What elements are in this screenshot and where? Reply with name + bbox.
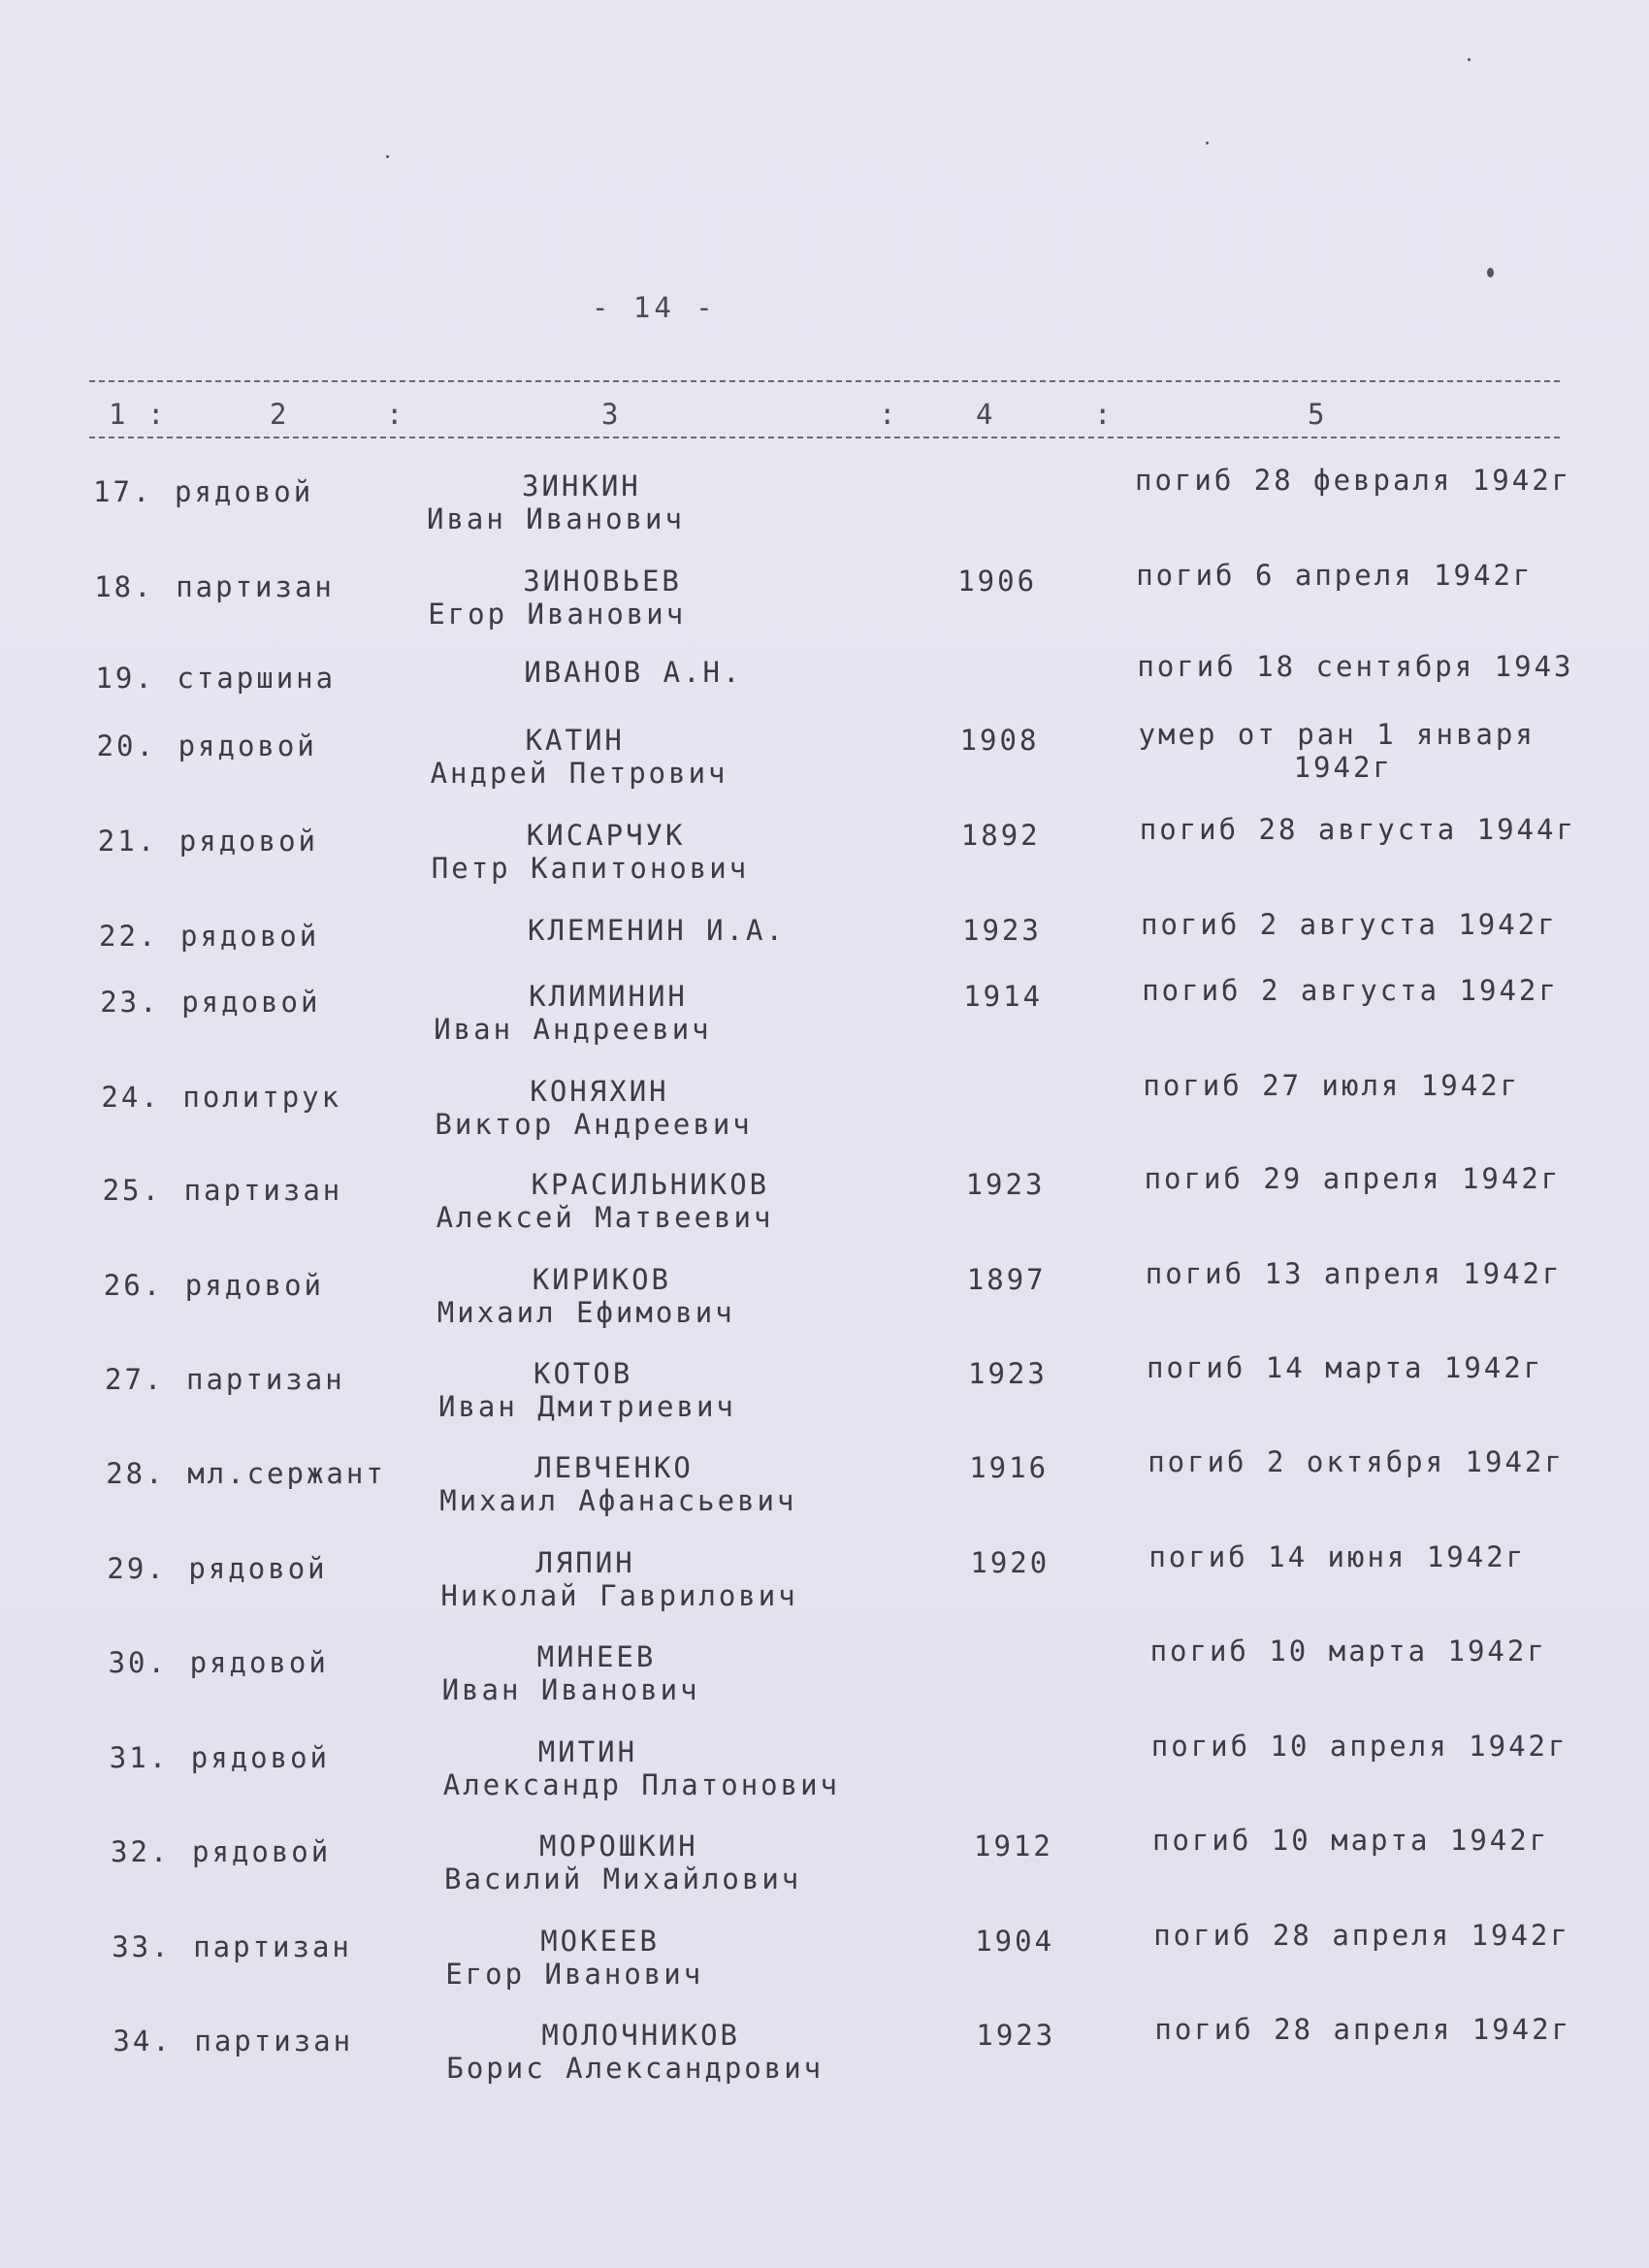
record-surname: ЗИНКИН <box>522 470 641 502</box>
record-number: 28. <box>106 1457 166 1490</box>
record-rank: политрук <box>182 1081 342 1114</box>
record-birth-year: 1923 <box>962 914 1042 947</box>
record-row <box>8 1069 1649 1158</box>
record-rank: рядовой <box>180 920 320 953</box>
ink-speck <box>1487 268 1494 277</box>
record-birth-year: 1920 <box>970 1546 1051 1579</box>
record-surname: КАТИН <box>525 724 625 757</box>
record-surname: МИНЕЕВ <box>536 1640 657 1673</box>
record-rank: старшина <box>177 662 337 695</box>
ink-speck <box>1468 58 1471 61</box>
record-surname: МИТИН <box>537 1735 638 1768</box>
record-number: 33. <box>112 1930 172 1963</box>
record-surname: КИСАРЧУК <box>526 819 686 852</box>
record-given-names: Петр Капитонович <box>431 852 750 885</box>
record-surname: КОТОВ <box>534 1357 633 1390</box>
record-given-names: Егор Иванович <box>428 598 687 631</box>
record-row <box>12 1351 1649 1441</box>
record-row <box>19 2013 1649 2102</box>
record-number: 18. <box>94 570 154 603</box>
record-surname: КРАСИЛЬНИКОВ <box>531 1168 770 1201</box>
record-birth-year: 1923 <box>976 2019 1056 2052</box>
record-row <box>0 464 1649 553</box>
record-birth-year: 1912 <box>974 1830 1053 1863</box>
record-birth-year: 1923 <box>968 1357 1048 1390</box>
record-given-names: Михаил Ефимович <box>436 1296 735 1329</box>
record-rank: рядовой <box>175 475 314 508</box>
record-fate: погиб 28 апреля 1942г <box>1153 1919 1570 1952</box>
record-number: 29. <box>107 1552 167 1585</box>
record-rank: партизан <box>194 2025 354 2057</box>
record-row <box>1 559 1649 648</box>
record-surname: МОЛОЧНИКОВ <box>541 2019 740 2052</box>
record-given-names: Андрей Петрович <box>430 757 728 790</box>
record-rank: рядовой <box>190 1741 331 1774</box>
record-surname: МОКЕЕВ <box>540 1925 660 1958</box>
record-given-names: Иван Дмитриевич <box>438 1390 736 1423</box>
record-rank: мл.сержант <box>187 1457 386 1490</box>
record-number: 19. <box>95 662 155 695</box>
record-given-names: Иван Иванович <box>427 502 685 535</box>
record-surname: ЛЕВЧЕНКО <box>534 1451 694 1484</box>
record-number: 17. <box>93 475 153 508</box>
record-given-names: Александр Платонович <box>442 1768 840 1801</box>
record-surname: ЛЯПИН <box>535 1546 635 1579</box>
record-fate: погиб 2 августа 1942г <box>1142 974 1559 1007</box>
record-row <box>5 813 1649 902</box>
record-given-names: Иван Андреевич <box>434 1013 712 1046</box>
record-surname: ИВАНОВ А.Н. <box>524 656 743 689</box>
record-surname: КОНЯХИН <box>530 1075 669 1108</box>
record-birth-year: 1916 <box>969 1451 1050 1484</box>
record-number: 22. <box>99 920 159 953</box>
header-col-4: 4 <box>976 398 993 431</box>
record-surname: КЛИМИНИН <box>529 980 688 1013</box>
header-separator: : <box>879 398 896 431</box>
record-fate: погиб 27 июля 1942г <box>1143 1069 1521 1102</box>
record-given-names: Виктор Андреевич <box>435 1108 753 1141</box>
record-number: 30. <box>108 1646 168 1679</box>
record-number: 25. <box>102 1174 162 1207</box>
record-rank: рядовой <box>188 1552 328 1585</box>
record-row <box>18 1919 1649 2008</box>
record-number: 27. <box>105 1363 165 1396</box>
record-fate: погиб 13 апреля 1942г <box>1145 1257 1563 1290</box>
record-given-names: Егор Иванович <box>445 1958 704 1991</box>
ink-speck <box>386 155 389 158</box>
record-fate: умер от ран 1 января <box>1138 718 1536 751</box>
record-surname: КИРИКОВ <box>532 1263 672 1296</box>
header-col-3: 3 <box>601 398 619 431</box>
header-col-1: 1 <box>109 398 126 431</box>
record-row <box>17 1824 1649 1913</box>
record-birth-year: 1897 <box>966 1263 1047 1296</box>
header-col-2: 2 <box>270 398 287 431</box>
record-rank: партизан <box>183 1174 343 1207</box>
record-row <box>14 1540 1649 1630</box>
record-birth-year: 1892 <box>960 819 1041 852</box>
record-fate: погиб 18 сентября 1943 <box>1137 650 1574 683</box>
record-number: 21. <box>97 825 158 858</box>
record-number: 26. <box>103 1269 164 1302</box>
header-col-5: 5 <box>1308 398 1325 431</box>
record-rank: рядовой <box>181 986 321 1019</box>
record-fate: погиб 14 марта 1942г <box>1147 1351 1544 1384</box>
record-given-names: Иван Иванович <box>441 1673 700 1706</box>
record-row <box>11 1257 1649 1346</box>
record-rank: рядовой <box>178 729 317 762</box>
record-rank: партизан <box>176 570 335 603</box>
record-rank: рядовой <box>184 1269 325 1302</box>
header-separator: : <box>386 398 404 431</box>
record-birth-year: 1914 <box>963 980 1044 1013</box>
record-rank: рядовой <box>178 825 319 858</box>
record-row <box>4 718 1649 807</box>
record-fate: погиб 6 апреля 1942г <box>1136 559 1534 592</box>
record-number: 34. <box>113 2025 173 2057</box>
record-number: 20. <box>96 729 156 762</box>
record-row <box>13 1445 1649 1535</box>
record-number: 32. <box>111 1835 171 1868</box>
record-given-names: Алексей Матвеевич <box>436 1201 774 1234</box>
record-fate: погиб 28 апреля 1942г <box>1154 2013 1572 2046</box>
record-fate: погиб 10 марта 1942г <box>1152 1824 1550 1857</box>
record-birth-year: 1906 <box>957 565 1038 598</box>
record-row <box>10 1162 1649 1251</box>
record-surname: КЛЕМЕНИН И.А. <box>528 914 786 947</box>
record-rank: рядовой <box>192 1835 332 1868</box>
record-number: 31. <box>109 1741 170 1774</box>
record-birth-year: 1904 <box>975 1925 1055 1958</box>
record-fate: погиб 28 февраля 1942г <box>1135 464 1572 497</box>
record-row <box>16 1730 1649 1819</box>
page-number: - 14 - <box>592 291 717 324</box>
record-given-names: Николай Гаврилович <box>440 1579 798 1612</box>
record-birth-year: 1908 <box>959 724 1040 757</box>
record-fate-continued: 1942г <box>1293 751 1393 784</box>
ink-speck <box>1206 142 1209 145</box>
record-surname: МОРОШКИН <box>539 1830 698 1863</box>
record-number: 23. <box>100 986 160 1019</box>
record-birth-year: 1923 <box>965 1168 1046 1201</box>
record-surname: ЗИНОВЬЕВ <box>523 565 682 598</box>
record-rank: партизан <box>193 1930 352 1963</box>
record-number: 24. <box>101 1081 161 1114</box>
record-fate: погиб 10 марта 1942г <box>1149 1635 1547 1668</box>
record-given-names: Василий Михайлович <box>444 1863 802 1895</box>
record-fate: погиб 2 октября 1942г <box>1148 1445 1565 1478</box>
record-row <box>16 1635 1649 1724</box>
record-rank: рядовой <box>189 1646 329 1679</box>
record-rank: партизан <box>186 1363 345 1396</box>
record-given-names: Борис Александрович <box>446 2052 824 2085</box>
record-fate: погиб 2 августа 1942г <box>1141 908 1558 941</box>
header-separator: : <box>1094 398 1112 431</box>
record-fate: погиб 14 июня 1942г <box>1148 1540 1527 1573</box>
record-fate: погиб 28 августа 1944г <box>1139 813 1576 846</box>
record-given-names: Михаил Афанасьевич <box>439 1484 797 1517</box>
header-separator: : <box>147 398 165 431</box>
record-fate: погиб 29 апреля 1942г <box>1144 1162 1562 1195</box>
record-fate: погиб 10 апреля 1942г <box>1150 1730 1568 1763</box>
record-row <box>7 974 1649 1063</box>
